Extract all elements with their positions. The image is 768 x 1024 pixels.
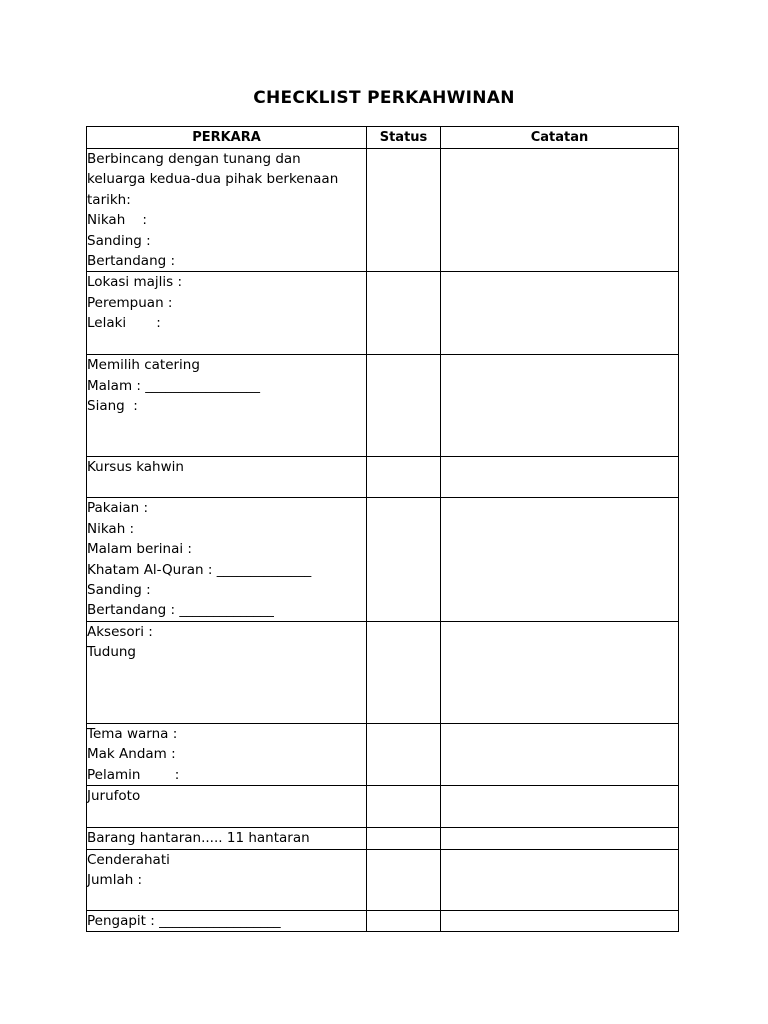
perkara-line: Malam berinai : [87,541,192,558]
perkara-line: Tema warna : [87,725,178,742]
header-status: Status [367,127,441,149]
perkara-line: Jurufoto [87,788,141,805]
perkara-cell [87,828,367,849]
perkara-line: tarikh: [87,191,131,208]
catatan-cell[interactable] [441,910,679,931]
header-perkara: PERKARA [87,127,367,149]
status-cell[interactable] [367,849,441,910]
catatan-cell[interactable] [441,723,679,785]
status-cell[interactable] [367,786,441,828]
status-cell[interactable] [367,828,441,849]
table-row [87,272,679,355]
table-row [87,355,679,457]
header-row [87,127,679,149]
catatan-cell[interactable] [441,498,679,621]
perkara-cell [87,723,367,785]
status-cell[interactable] [367,272,441,355]
catatan-cell[interactable] [441,849,679,910]
perkara-cell [87,355,367,457]
page-title: CHECKLIST PERKAHWINAN [253,88,515,108]
status-cell[interactable] [367,910,441,931]
status-cell[interactable] [367,355,441,457]
perkara-line: Sanding : [87,582,151,599]
table-row [87,828,679,849]
perkara-line: Lokasi majlis : [87,274,183,291]
perkara-line: Bertandang : [87,253,176,270]
perkara-line: Kursus kahwin [87,459,184,476]
status-cell[interactable] [367,621,441,723]
table-row [87,910,679,931]
perkara-cell [87,910,367,931]
perkara-line: Aksesori : [87,623,153,640]
perkara-line: Sanding : [87,232,151,249]
perkara-line: Khatam Al-Quran : ______________ [87,561,312,578]
perkara-line: Barang hantaran..... 11 hantaran [87,830,310,847]
table-row [87,498,679,621]
perkara-line: Memilih catering [87,357,200,374]
perkara-line: keluarga kedua-dua pihak berkenaan [87,171,339,188]
catatan-cell[interactable] [441,621,679,723]
perkara-line: Bertandang : ______________ [87,602,274,619]
table-row [87,457,679,498]
perkara-line: Perempuan : [87,294,173,311]
header-catatan: Catatan [441,127,679,149]
perkara-cell [87,149,367,272]
perkara-line: Tudung [87,644,137,661]
perkara-line: Cenderahati [87,851,170,868]
table-row [87,149,679,272]
table-row [87,786,679,828]
catatan-cell[interactable] [441,149,679,272]
perkara-cell [87,786,367,828]
perkara-cell [87,457,367,498]
perkara-line: Lelaki : [87,315,161,332]
perkara-cell [87,272,367,355]
status-cell[interactable] [367,149,441,272]
perkara-line: Jumlah : [87,871,143,888]
perkara-line: Mak Andam : [87,746,176,763]
perkara-line: Berbincang dengan tunang dan [87,151,301,167]
table-row [87,621,679,723]
catatan-cell[interactable] [441,828,679,849]
perkara-line: Pengapit : __________________ [87,912,281,929]
catatan-cell[interactable] [441,272,679,355]
catatan-cell[interactable] [441,786,679,828]
perkara-line: Nikah : [87,212,147,229]
status-cell[interactable] [367,457,441,498]
table-row [87,849,679,910]
catatan-cell[interactable] [441,355,679,457]
catatan-cell[interactable] [441,457,679,498]
perkara-line: Pakaian : [87,500,149,517]
status-cell[interactable] [367,498,441,621]
perkara-cell [87,849,367,910]
perkara-line: Siang : [87,398,138,415]
perkara-cell [87,498,367,621]
table-row [87,723,679,785]
checklist-table [86,126,679,932]
perkara-cell [87,621,367,723]
perkara-line: Nikah : [87,520,135,537]
perkara-line: Malam : _________________ [87,377,260,394]
perkara-line: Pelamin : [87,766,180,783]
status-cell[interactable] [367,723,441,785]
